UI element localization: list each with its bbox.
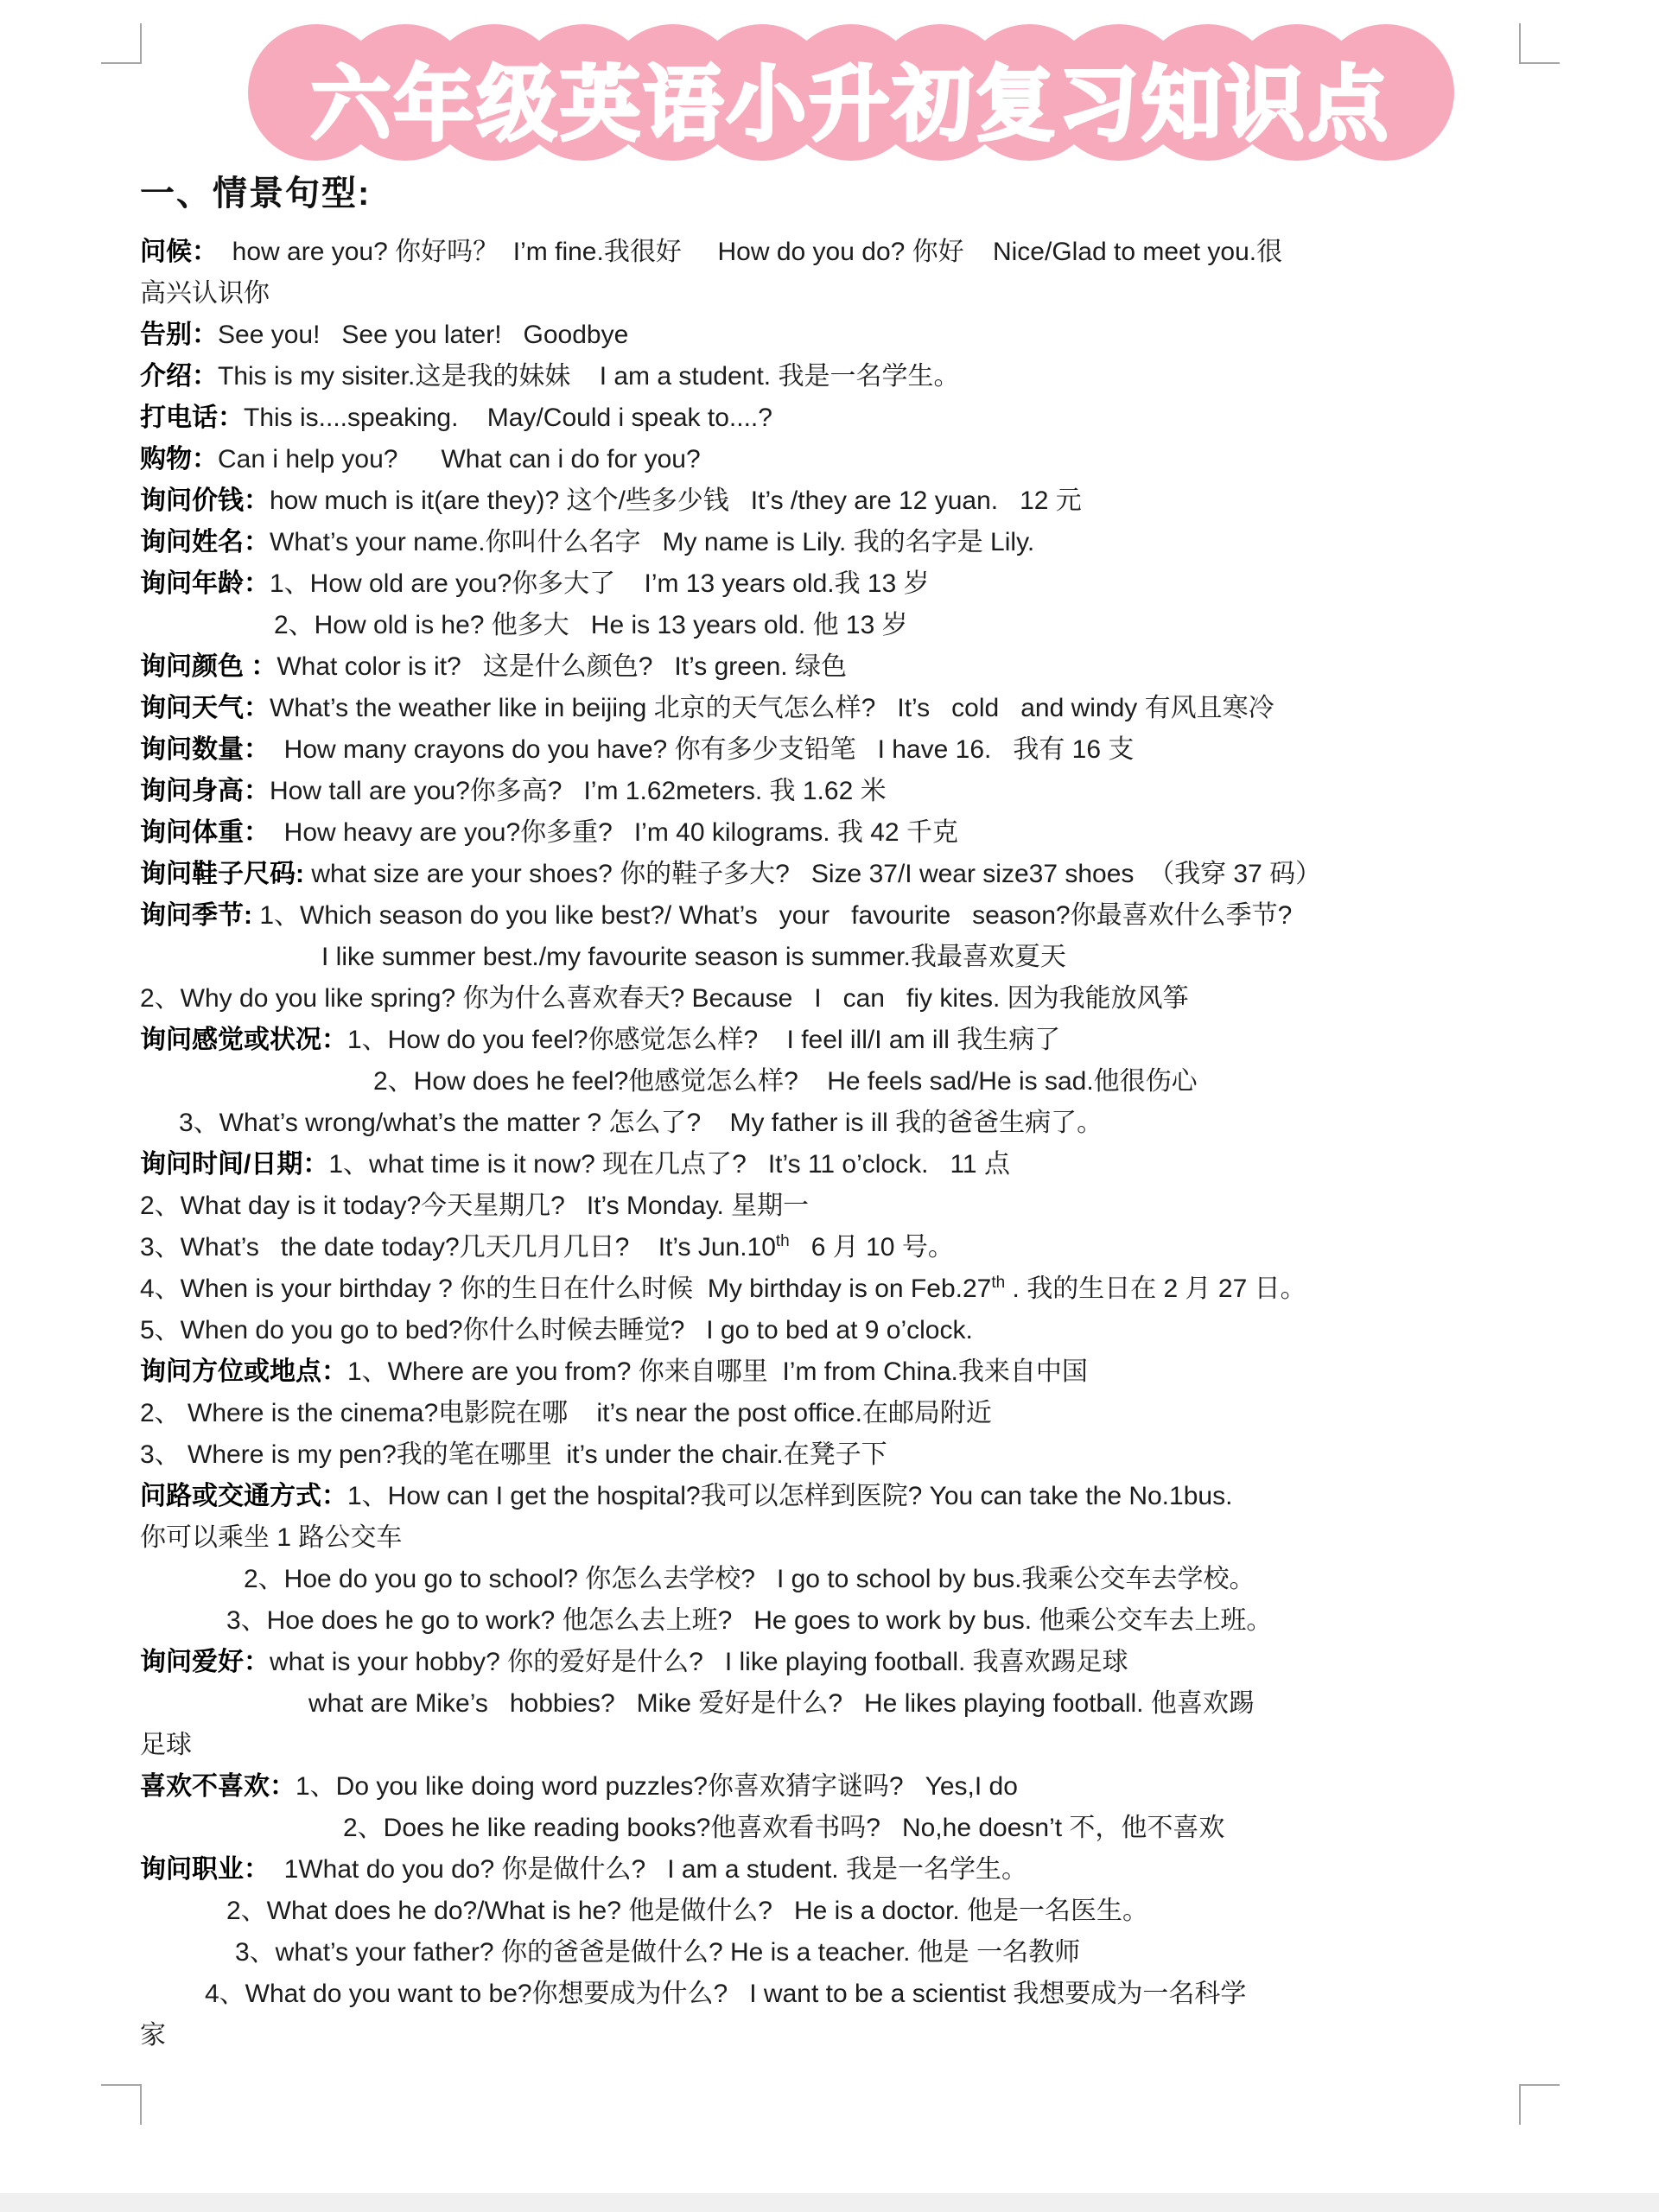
text-segment: 3、Hoe does he go to work? 他怎么去上班? He goes to work by bus. 他乘公交车去上班。	[226, 1606, 1273, 1635]
text-segment: 2、How does he feel?他感觉怎么样? He feels sad/He is sad.他很伤心	[373, 1067, 1198, 1096]
text-segment: 5、When do you go to bed?你什么时候去睡觉? I go to bed at 9 o’clock.	[140, 1316, 973, 1344]
text-segment: 足球	[140, 1731, 192, 1759]
label-segment: 购物：	[140, 445, 218, 474]
text-segment: how much is it(are they)? 这个/些多少钱 It’s /they are 12 yuan. 12 元	[270, 486, 1082, 515]
text-line	[140, 522, 1609, 563]
label-segment: 询问爱好：	[140, 1648, 270, 1676]
label-segment: 问候：	[140, 238, 218, 266]
text-line	[140, 1476, 1609, 1517]
text-segment: 1、How can I get the hospital?我可以怎样到医院? You can take the No.1bus.	[347, 1482, 1233, 1510]
text-line	[140, 771, 1609, 812]
text-segment: 3、what’s your father? 你的爸爸是做什么? He is a teacher. 他是 一名教师	[235, 1938, 1081, 1967]
text-line	[140, 937, 1609, 978]
label-segment: 询问感觉或状况：	[140, 1026, 347, 1054]
text-line	[140, 563, 1609, 605]
text-line	[140, 1103, 1609, 1144]
text-segment: 2、How old is he? 他多大 He is 13 years old. 他 13 岁	[274, 611, 908, 639]
text-segment: 4、When is your birthday ? 你的生日在什么时候 My birthday is on Feb.27	[140, 1274, 992, 1303]
text-segment: 家	[140, 2021, 166, 2050]
text-line	[140, 2015, 1609, 2056]
text-line	[140, 1351, 1609, 1393]
label-segment: 询问鞋子尺码:	[140, 860, 304, 888]
text-line	[140, 1891, 1609, 1932]
label-segment: 询问时间/日期：	[140, 1150, 329, 1179]
text-line	[140, 646, 1609, 688]
text-segment: 1、what time is it now? 现在几点了? It’s 11 o’clock. 11 点	[328, 1150, 1010, 1179]
text-segment: what are Mike’s hobbies? Mike 爱好是什么? He likes playing football. 他喜欢踢	[308, 1689, 1255, 1718]
text-line	[140, 356, 1609, 397]
text-line	[140, 1227, 1609, 1268]
label-segment: 打电话：	[140, 404, 244, 432]
label-segment: 问路或交通方式：	[140, 1482, 347, 1510]
text-line	[140, 1600, 1609, 1642]
text-segment: 1What do you do? 你是做什么? I am a student. 我是一名学生。	[270, 1855, 1027, 1884]
text-segment: 2、Hoe do you go to school? 你怎么去学校? I go to school by bus.我乘公交车去学校。	[244, 1565, 1255, 1593]
label-segment: 询问体重：	[140, 818, 270, 847]
text-segment: 3、What’s the date today?几天几月几日? It’s Jun.10	[140, 1233, 776, 1262]
label-segment: 询问数量：	[140, 735, 270, 764]
text-line	[140, 1808, 1609, 1849]
text-segment: This is....speaking. May/Could i speak to....?	[244, 404, 772, 432]
banner-scallop-shape	[248, 24, 1454, 161]
text-segment: 2、Why do you like spring? 你为什么喜欢春天? Because I can fiy kites. 因为我能放风筝	[140, 984, 1189, 1013]
page-title: 六年级英语小升初复习知识点	[311, 58, 1391, 152]
text-line	[140, 1642, 1609, 1683]
text-segment: th	[991, 1274, 1006, 1292]
crop-mark-top-right	[1519, 23, 1560, 64]
text-line	[140, 315, 1609, 356]
label-segment: 喜欢不喜欢：	[140, 1772, 296, 1801]
label-segment: 询问方位或地点：	[140, 1357, 347, 1386]
label-segment: 告别：	[140, 321, 218, 349]
text-line	[140, 273, 1609, 315]
text-line	[140, 1725, 1609, 1766]
text-segment: 2、What day is it today?今天星期几? It’s Monday. 星期一	[140, 1192, 810, 1220]
text-line	[140, 1974, 1609, 2015]
text-segment: th	[775, 1232, 790, 1250]
label-segment: 询问身高：	[140, 777, 270, 805]
text-line	[140, 1144, 1609, 1185]
text-segment: Can i help you? What can i do for you?	[218, 445, 701, 474]
label-segment: 询问姓名：	[140, 528, 270, 556]
text-line	[140, 978, 1609, 1020]
text-segment: what size are your shoes? 你的鞋子多大? Size 37/I wear size37 shoes （我穿 37 码）	[304, 860, 1322, 888]
text-line	[140, 1849, 1609, 1891]
label-segment: 介绍：	[140, 362, 218, 391]
text-segment: This is my sisiter.这是我的妹妹 I am a student. 我是一名学生。	[218, 362, 960, 391]
crop-mark-bottom-left	[101, 2084, 142, 2125]
text-segment: How many crayons do you have? 你有多少支铅笔 I have 16. 我有 16 支	[270, 735, 1135, 764]
text-segment: 高兴认识你	[140, 279, 270, 308]
text-segment: 2、Does he like reading books?他喜欢看书吗? No,he doesn’t 不，他不喜欢	[343, 1814, 1225, 1842]
text-segment: 1、How old are you?你多大了 I’m 13 years old.我 13 岁	[270, 569, 930, 598]
text-line	[140, 1061, 1609, 1103]
text-line	[140, 605, 1609, 646]
text-segment: 2、What does he do?/What is he? 他是做什么? He is a doctor. 他是一名医生。	[226, 1897, 1149, 1925]
text-line	[140, 1020, 1609, 1061]
text-segment: what is your hobby? 你的爱好是什么? I like playing football. 我喜欢踢足球	[270, 1648, 1128, 1676]
text-line	[140, 480, 1609, 522]
section-heading: 一、情景句型:	[140, 175, 372, 213]
text-line	[140, 1559, 1609, 1600]
text-segment: See you! See you later! Goodbye	[218, 321, 629, 349]
text-segment: . 我的生日在 2 月 27 日。	[1005, 1274, 1306, 1303]
title-banner	[248, 24, 1454, 161]
text-segment: 3、 Where is my pen?我的笔在哪里 it’s under the chair.在凳子下	[140, 1440, 887, 1469]
text-line	[140, 1932, 1609, 1974]
text-segment: 2、 Where is the cinema?电影院在哪 it’s near the post office.在邮局附近	[140, 1399, 992, 1427]
text-segment: 6 月 10 号。	[789, 1233, 954, 1262]
text-segment: 1、Where are you from? 你来自哪里 I’m from China.我来自中国	[347, 1357, 1088, 1386]
text-line	[140, 1434, 1609, 1476]
text-segment: 1、Do you like doing word puzzles?你喜欢猜字谜吗? Yes,I do	[296, 1772, 1018, 1801]
text-segment: 你可以乘坐 1 路公交车	[140, 1523, 403, 1552]
text-segment: 4、What do you want to be?你想要成为什么? I want to be a scientist 我想要成为一名科学	[205, 1980, 1247, 2008]
text-segment: How heavy are you?你多重? I’m 40 kilograms. 我 42 千克	[270, 818, 958, 847]
label-segment: 询问年龄：	[140, 569, 270, 598]
text-line	[140, 232, 1609, 273]
text-segment: What color is it? 这是什么颜色? It’s green. 绿色	[276, 652, 847, 681]
text-line	[140, 854, 1609, 895]
label-segment: 询问天气：	[140, 694, 270, 722]
label-segment: 询问颜色 ：	[140, 652, 277, 681]
text-line	[140, 1185, 1609, 1227]
label-segment: 询问职业：	[140, 1855, 270, 1884]
text-line	[140, 688, 1609, 729]
text-line	[140, 1683, 1609, 1725]
text-segment: how are you? 你好吗？ I’m fine.我很好 How do you do? 你好 Nice/Glad to meet you.很	[218, 238, 1283, 266]
text-line	[140, 895, 1609, 937]
text-segment: 1、Which season do you like best?/ What’s your favourite season?你最喜欢什么季节?	[252, 901, 1293, 930]
label-segment: 询问价钱：	[140, 486, 270, 515]
text-line	[140, 1766, 1609, 1808]
text-line	[140, 729, 1609, 771]
text-line	[140, 812, 1609, 854]
text-segment: What’s your name.你叫什么名字 My name is Lily. 我的名字是 Lily.	[270, 528, 1035, 556]
text-segment: 1、How do you feel?你感觉怎么样? I feel ill/I am ill 我生病了	[347, 1026, 1061, 1054]
crop-mark-bottom-right	[1519, 2084, 1560, 2125]
text-line	[140, 439, 1609, 480]
text-line	[140, 1310, 1609, 1351]
page-edge-strip	[0, 2193, 1659, 2212]
text-line	[140, 1517, 1609, 1559]
text-segment: What’s the weather like in beijing 北京的天气怎么样? It’s cold and windy 有风且寒冷	[270, 694, 1274, 722]
text-line	[140, 397, 1609, 439]
text-segment: I like summer best./my favourite season is summer.我最喜欢夏天	[321, 943, 1066, 971]
text-segment: How tall are you?你多高? I’m 1.62meters. 我 1.62 米	[270, 777, 887, 805]
document-lines	[140, 232, 1609, 2056]
label-segment: 询问季节:	[140, 901, 252, 930]
text-segment: 3、What’s wrong/what’s the matter ? 怎么了? My father is ill 我的爸爸生病了。	[179, 1109, 1103, 1137]
text-line	[140, 1393, 1609, 1434]
text-line	[140, 1268, 1609, 1310]
crop-mark-top-left	[101, 23, 142, 64]
